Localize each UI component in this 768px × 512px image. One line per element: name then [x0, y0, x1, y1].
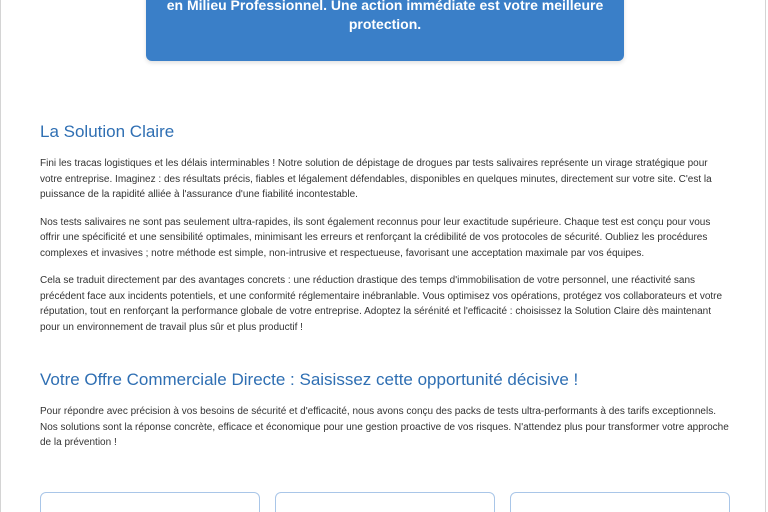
section-title-solution: La Solution Claire: [40, 122, 175, 141]
banner-line-1: en Milieu Professionnel. Une action immédiate est votre meilleure: [166, 0, 604, 13]
alert-banner: [146, 0, 624, 61]
solution-paragraph-1: Fini les tracas logistiques et les délais interminables ! Notre solution de dépistage de drogues par tests salivaires représente un virage stratégique pour votre entreprise. Imaginez : des résultats précis, fiables et légalement défendables, disponibles en quelques minutes, directement sur votre site. C'est la puissance de la rapidité alliée à l'assurance d'une fiabilité incontestable.: [40, 158, 712, 200]
main-content: [40, 120, 730, 463]
solution-paragraph-2: Nos tests salivaires ne sont pas seulement ultra-rapides, ils sont également reconnus pour leur exactitude supérieure. Chaque test est conçu pour vous offrir une spécificité et une sensibilité optimales, minimisant les erreurs et renforçant la crédibilité de vos protocoles de sécurité. Oubliez les procédures complexes et invasives ; notre méthode est simple, non-intrusive et respectueuse, favorisant une acceptation maximale par vos équipes.: [40, 216, 711, 259]
offer-card[interactable]: [275, 492, 495, 512]
section-title-offre: Votre Offre Commerciale Directe : Saisissez cette opportunité décisive !: [40, 370, 579, 389]
offre-paragraph: Pour répondre avec précision à vos besoins de sécurité et d'efficacité, nous avons conçu des packs de tests ultra-performants à des tarifs exceptionnels. Nos solutions sont la réponse concrète, efficace et économique pour une gestion proactive de vos risques. N'attendez plus pour transformer votre approche de la prévention !: [40, 406, 729, 448]
solution-paragraph-3: Cela se traduit directement par des avantages concrets : une réduction drastique des temps d'immobilisation de votre personnel, une réactivité sans précédent face aux incidents potentiels, et une conformité réglementaire inébranlable. Vous optimisez vos opérations, protégez vos collaborateurs et votre réputation, tout en renforçant la performance globale de votre entreprise. Adoptez la sérénité et l'efficacité : choisissez la Solution Claire dès maintenant pour un environnement de travail plus sûr et plus productif !: [40, 275, 723, 333]
offer-cards: [40, 492, 730, 512]
banner-line-2: protection.: [348, 16, 422, 32]
offer-card[interactable]: [510, 492, 730, 512]
offer-card[interactable]: [40, 492, 260, 512]
